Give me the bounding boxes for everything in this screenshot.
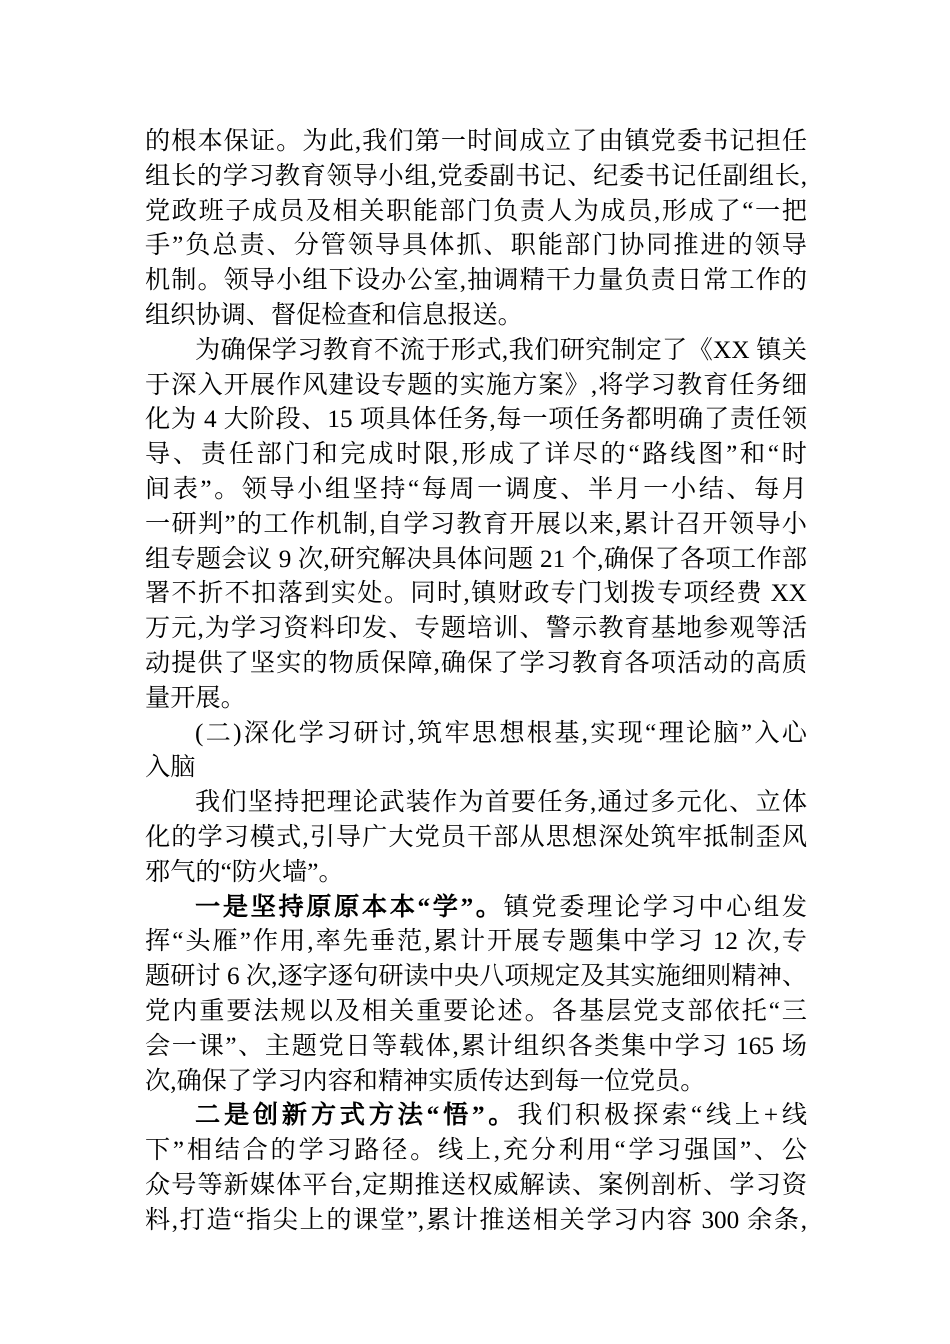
text-line: 党内重要法规以及相关重要论述。各基层党支部依托“三: [145, 997, 807, 1025]
text-line: 动提供了坚实的物质保障,确保了学习教育各项活动的高质: [145, 649, 807, 677]
text-line: 组长的学习教育领导小组,党委副书记、纪委书记任副组长,: [145, 162, 807, 190]
text-line: 的根本保证。为此,我们第一时间成立了由镇党委书记担任: [145, 128, 807, 155]
bold-lead: 二是创新方式方法“悟”。: [195, 1102, 518, 1130]
text-line: 会一课”、主题党日等载体,累计组织各类集中学习 165 场: [145, 1032, 807, 1060]
text-line: 机制。领导小组下设办公室,抽调精干力量负责日常工作的: [145, 267, 807, 295]
text-line: 料,打造“指尖上的课堂”,累计推送相关学习内容 300 余条,: [145, 1206, 807, 1234]
text-line: 手”负总责、分管领导具体抓、职能部门协同推进的领导: [145, 232, 807, 260]
text-line: 下”相结合的学习路径。线上,充分利用“学习强国”、公: [145, 1137, 807, 1165]
text-line: 化的学习模式,引导广大党员干部从思想深处筑牢抵制歪风: [145, 823, 807, 851]
text-line: 万元,为学习资料印发、专题培训、警示教育基地参观等活: [145, 615, 807, 643]
text-line: 于深入开展作风建设专题的实施方案》,将学习教育任务细: [145, 371, 807, 399]
text-line: 量开展。: [145, 684, 246, 712]
text-line: 一研判”的工作机制,自学习教育开展以来,累计召开领导小: [145, 510, 807, 538]
text-run: 我们积极探索“线上+线: [517, 1102, 808, 1130]
text-line: 挥“头雁”作用,率先垂范,累计开展专题集中学习 12 次,专: [145, 928, 807, 956]
paragraph: [145, 125, 807, 334]
paragraph: [145, 1099, 807, 1238]
bold-lead: 一是坚持原原本本“学”。: [195, 893, 504, 921]
text-line: (二)深化学习研讨,筑牢思想根基,实现“理论脑”入心: [195, 719, 807, 747]
text-line: 次,确保了学习内容和精神实质传达到每一位党员。: [145, 1067, 706, 1095]
text-line: 众号等新媒体平台,定期推送权威解读、案例剖析、学习资: [145, 1171, 807, 1199]
text-line: [145, 1099, 807, 1134]
paragraph: [145, 786, 807, 890]
text-line: 导、责任部门和完成时限,形成了详尽的“路线图”和“时: [145, 441, 807, 469]
text-line: 为确保学习教育不流于形式,我们研究制定了《XX 镇关: [195, 336, 807, 364]
text-line: 化为 4 大阶段、15 项具体任务,每一项任务都明确了责任领: [145, 406, 807, 434]
text-line: 我们坚持把理论武装作为首要任务,通过多元化、立体: [195, 789, 807, 817]
paragraph: [145, 334, 807, 717]
paragraph: [145, 891, 807, 1100]
text-line: [145, 891, 807, 926]
text-line: 邪气的“防火墙”。: [145, 858, 344, 886]
text-line: 署不折不扣落到实处。同时,镇财政专门划拨专项经费 XX: [145, 580, 807, 608]
text-line: 组专题会议 9 次,研究解决具体问题 21 个,确保了各项工作部: [145, 545, 807, 573]
text-line: 组织协调、督促检查和信息报送。: [145, 301, 523, 329]
text-line: 党政班子成员及相关职能部门负责人为成员,形成了“一把: [145, 197, 807, 225]
text-line: 间表”。领导小组坚持“每周一调度、半月一小结、每月: [145, 475, 807, 503]
section-heading: [145, 717, 807, 787]
document-page: [145, 125, 807, 1239]
text-line: 入脑: [145, 754, 196, 782]
text-line: 题研讨 6 次,逐字逐句研读中央八项规定及其实施细则精神、: [145, 963, 807, 991]
text-run: 镇党委理论学习中心组发: [503, 893, 808, 921]
